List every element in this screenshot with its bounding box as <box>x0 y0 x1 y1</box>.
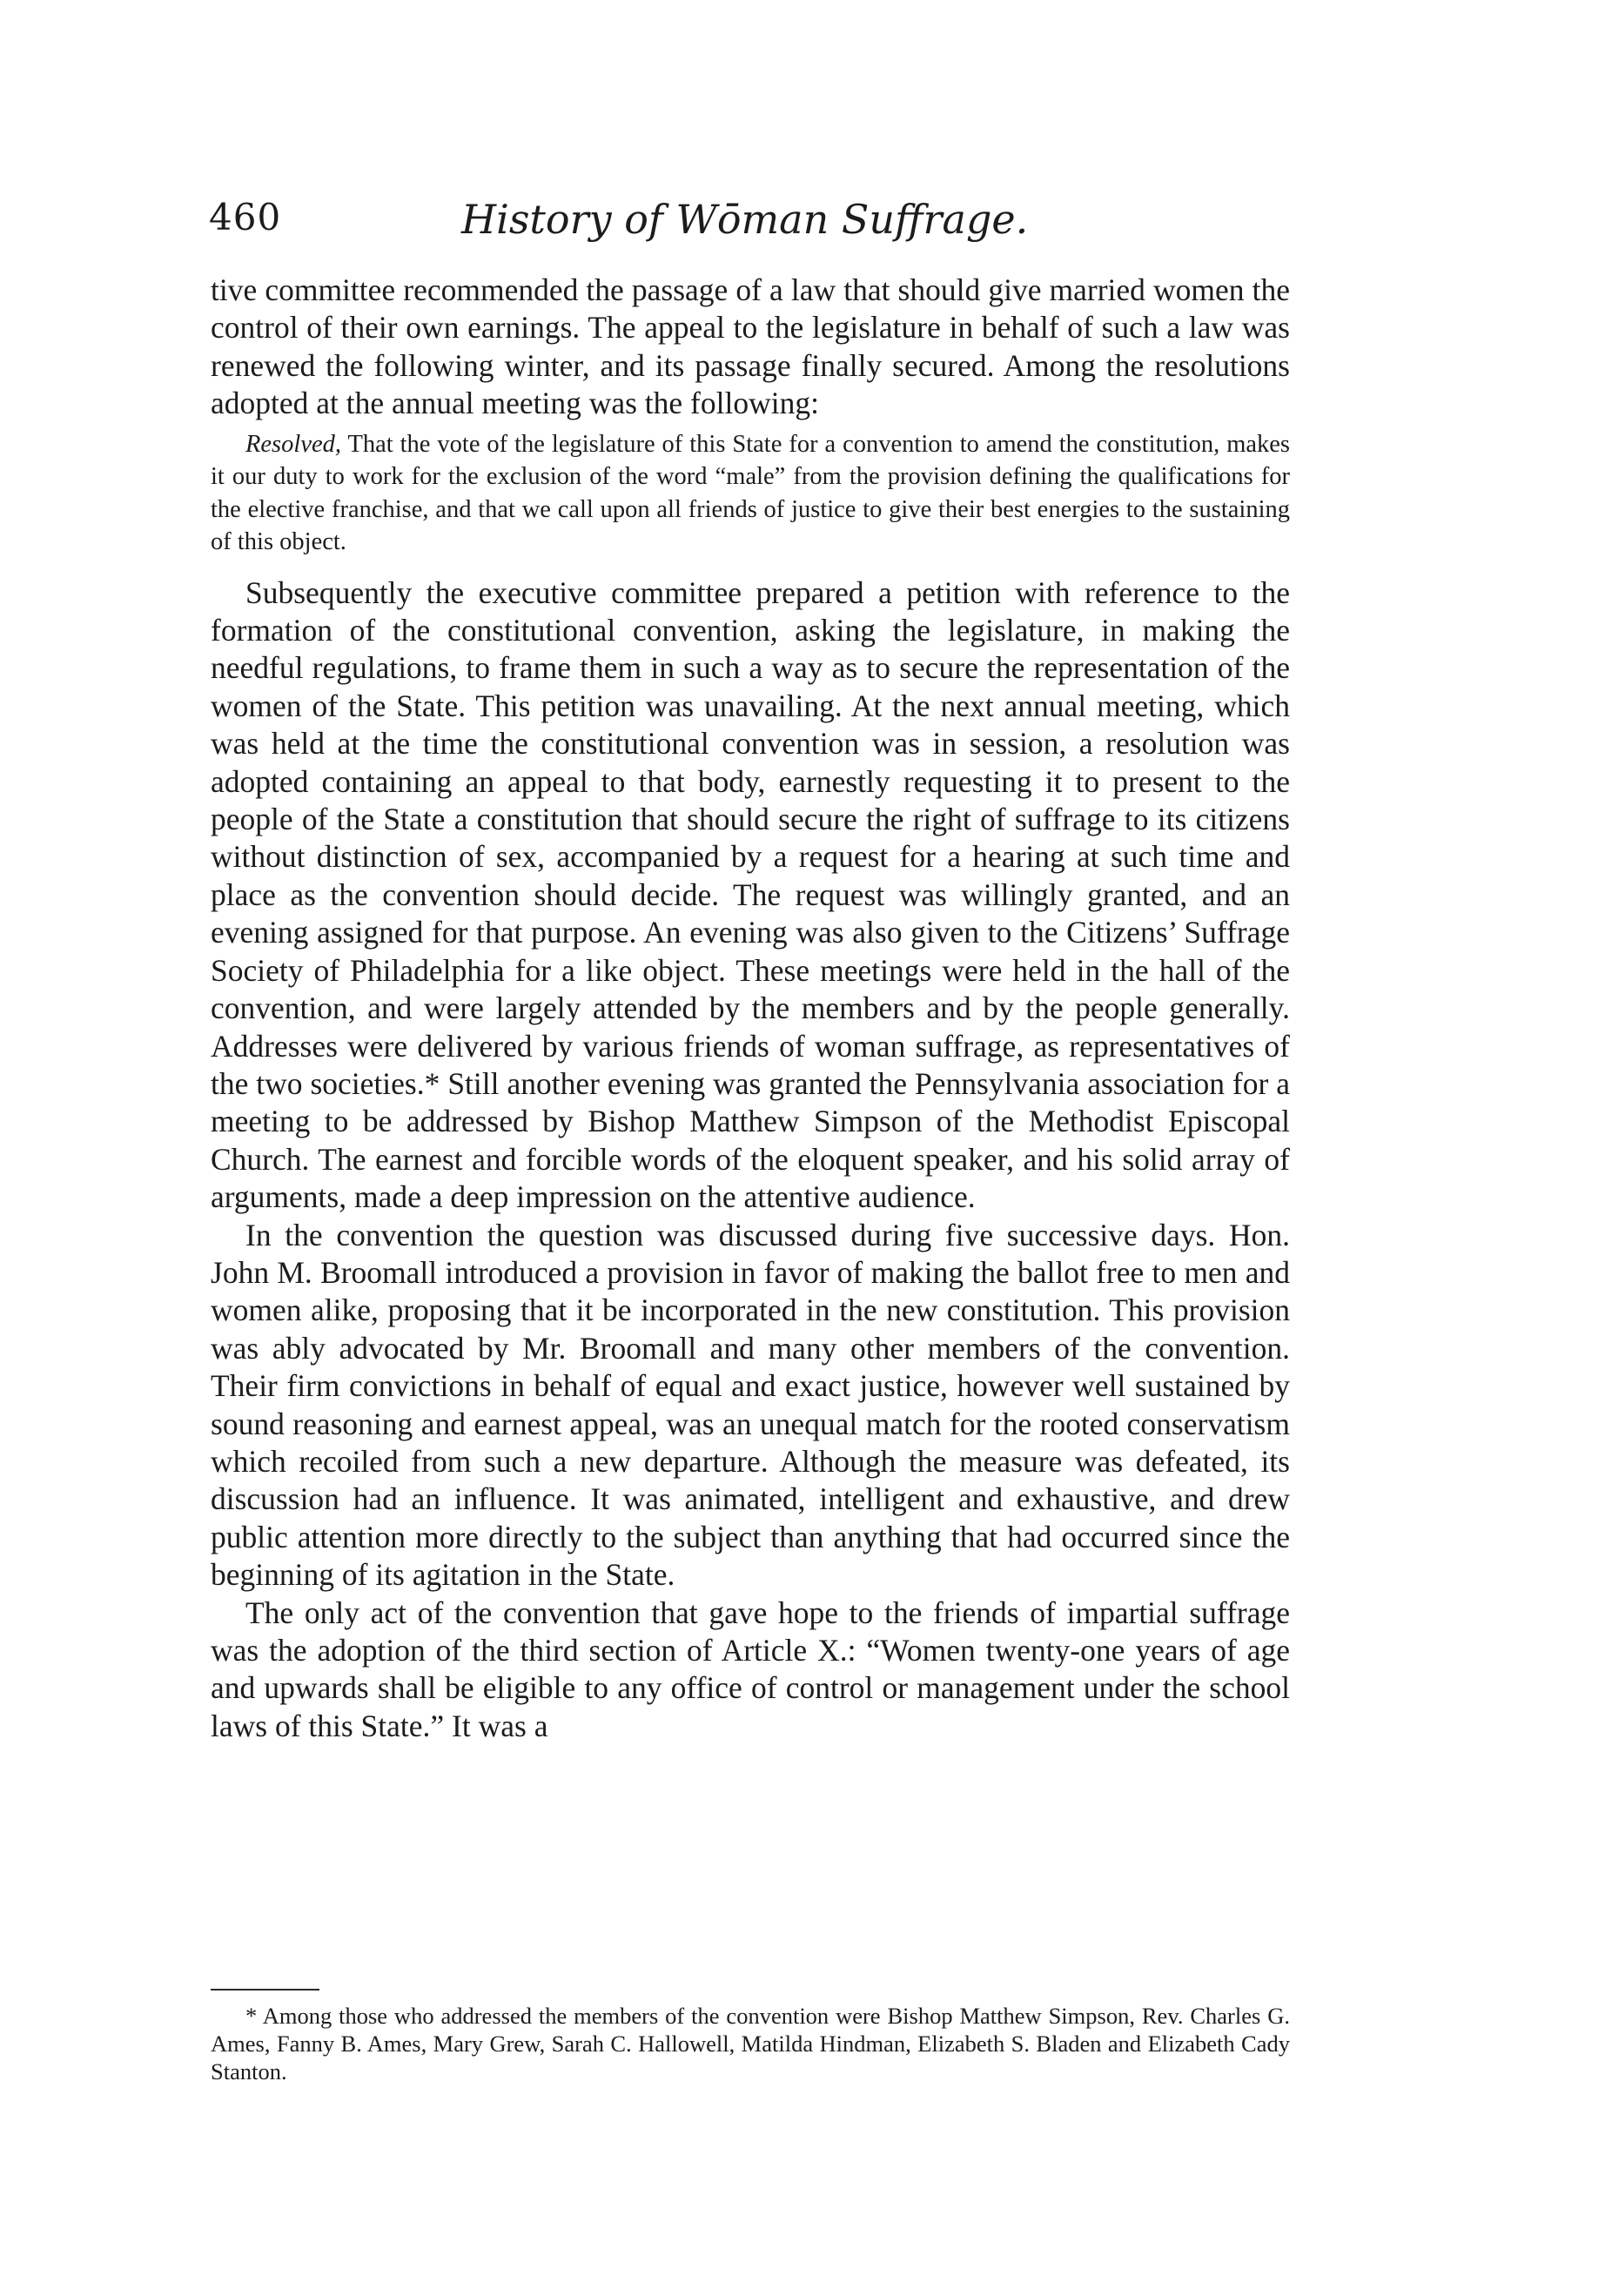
resolution-lead: Resolved, <box>245 430 341 458</box>
paragraph-convention: In the convention the question was discussed during five successive days. Hon. John M. Broomall introduced a provision in favor of making the ballot free to men and women alike, proposing that it be incorporated in the new constitution. This provision was ably advocated by Mr. Broomall and many other members of the convention. Their firm convictions in behalf of equal and exact justice, however well sustained by sound reasoning and earnest appeal, was an unequal match for the rooted conservatism which recoiled from such a new departure. Although the measure was defeated, its discussion had an influence. It was animated, intelligent and exhaustive, and drew public attention more directly to the subject than anything that had occurred since the beginning of its agitation in the State. <box>211 1217 1290 1593</box>
paragraph-continued: tive committee recommended the passage of a law that should give married women the control of their own earnings. The appeal to the legislature in behalf of such a law was renewed the following winter, and its passage finally secured. Among the resolutions adopted at the annual meeting was the following: <box>211 272 1290 421</box>
paragraph-petition-part-2: Still another evening was granted the Pennsylvania association for a meeting to be addressed by Bishop Matthew Simpson of the Methodist Episcopal Church. The earnest and forcible words of the eloquent speaker, and his solid array of arguments, made a deep impression on the attentive audience. <box>211 1065 1291 1215</box>
resolution-text: That the vote of the legislature of this State for a convention to amend the constitution, makes it our duty to work for the exclusion of the word “male” from the provision defining the qualifications for the elective franchise, and that we call upon all friends of justice to give their best energies to the sustaining of this object. <box>211 430 1290 556</box>
footnote-rule <box>211 1989 319 1991</box>
paragraph-petition <box>211 574 1290 1217</box>
footnote: * Among those who addressed the members of the convention were Bishop Matthew Simpson, Rev. Charles G. Ames, Fanny B. Ames, Mary Grew, Sarah C. Hallowell, Matilda Hindman, Elizabeth S. Bladen and Elizabeth Cady Stanton. <box>211 2003 1290 2085</box>
footnote-marker: * <box>424 1065 440 1101</box>
paragraph-petition-part-1: Subsequently the executive committee prepared a petition with reference to the formation of the constitutional convention, asking the legislature, in making the needful regulations, to frame them in such a way as to secure the representation of the women of the State. This petition was unavailing. At the next annual meeting, which was held at the time the constitutional convention was in session, a resolution was adopted containing an appeal to that body, earnestly requesting it to present to the people of the State a constitution that should secure the right of suffrage to its citizens without distinction of sex, accompanied by a request for a hearing at such time and place as the convention should decide. The request was willingly granted, and an evening assigned for that purpose. An evening was also given to the Citizens’ Suffrage Society of Philadelphia for a like object. These meetings were held in the hall of the convention, and were largely attended by the members and by the people generally. Addresses were delivered by various friends of woman suffrage, as representatives of the two societies. <box>211 574 1290 1101</box>
resolution-quote <box>211 428 1290 559</box>
running-title: History of Wōman Suffrage. <box>461 196 1029 243</box>
page-body <box>211 272 1290 1745</box>
page-header <box>209 196 1297 248</box>
paragraph-article-x: The only act of the convention that gave hope to the friends of impartial suffrage was the adoption of the third section of Article X.: “Women twenty-one years of age and upwards shall be eligible to any office of control or management under the school laws of this State.” It was a <box>211 1594 1290 1743</box>
page-number: 460 <box>209 196 282 238</box>
